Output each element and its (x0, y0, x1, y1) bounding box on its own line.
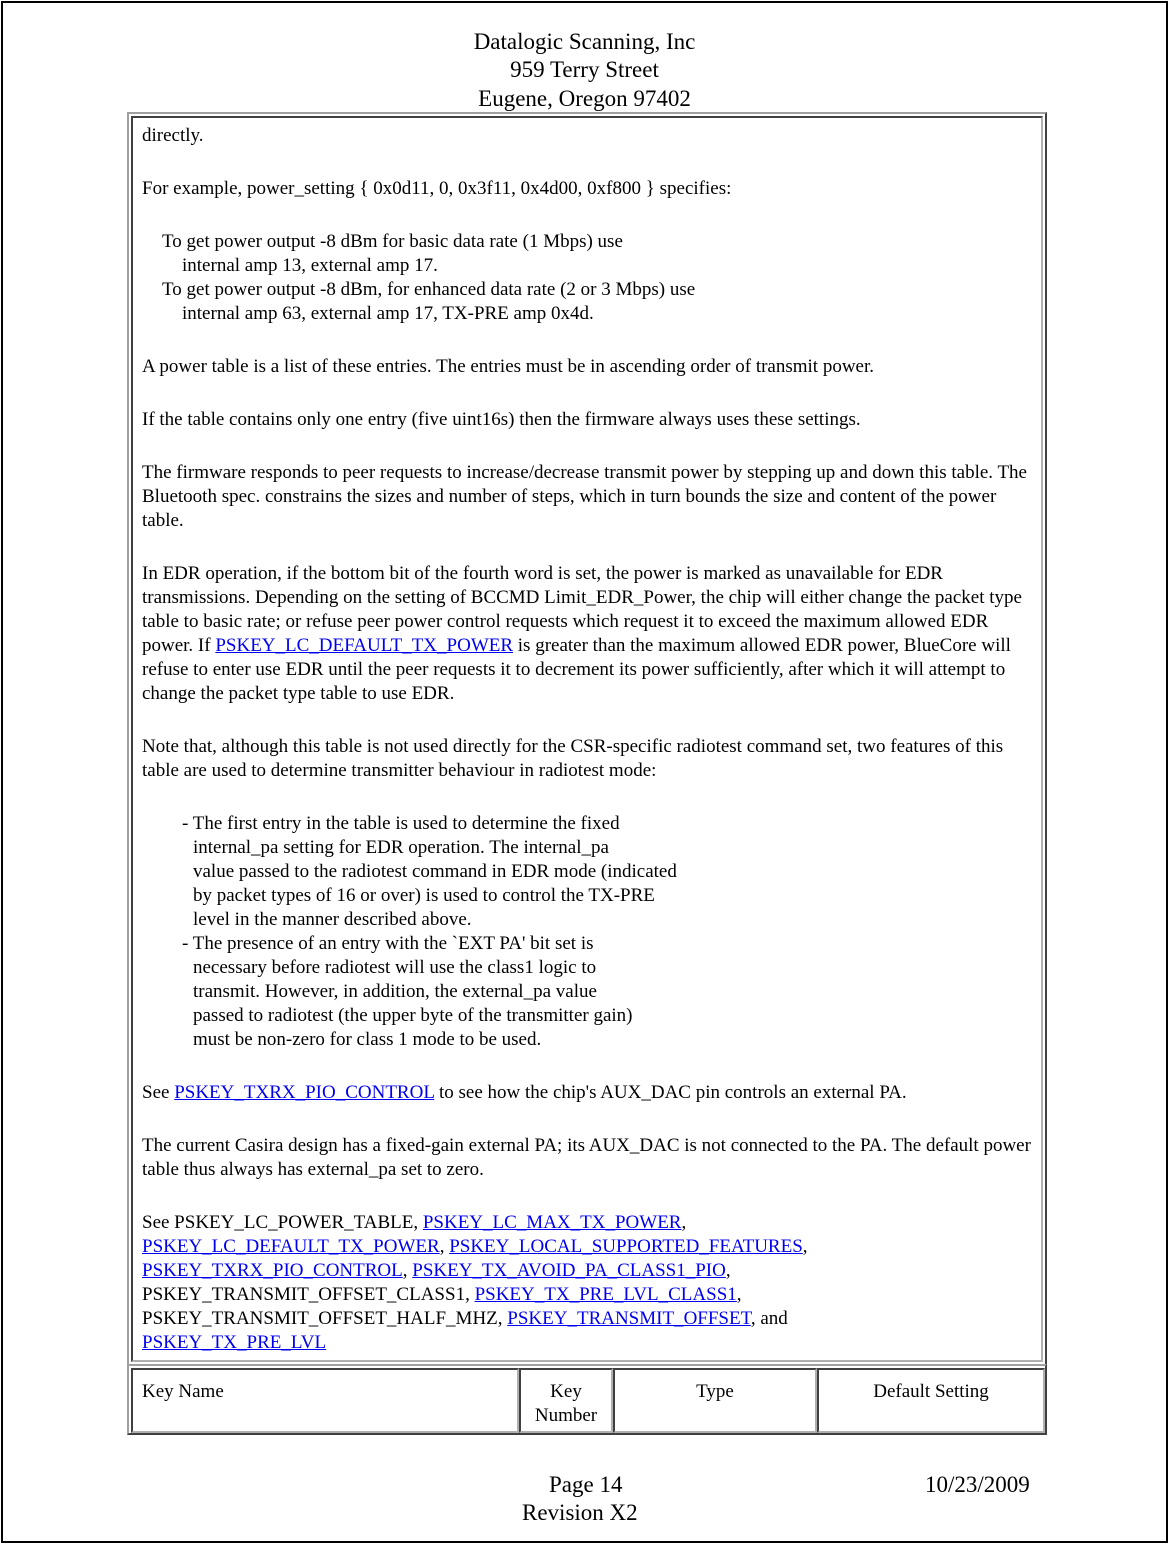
list-item: passed to radiotest (the upper byte of the transmitter gain) (193, 1005, 633, 1026)
example-line: To get power output -8 dBm for basic data rate (1 Mbps) use (162, 231, 623, 252)
para-directly: directly. (142, 125, 204, 146)
example-line: To get power output -8 dBm, for enhanced data rate (2 or 3 Mbps) use (162, 279, 696, 300)
type-header: Type (613, 1368, 817, 1433)
list-item: by packet types of 16 or over) is used to control the TX-PRE (193, 885, 655, 906)
list-item: - The first entry in the table is used to determine the fixed (182, 813, 620, 834)
link-pskey-lc-default-tx-power-2[interactable]: PSKEY_LC_DEFAULT_TX_POWER (142, 1236, 440, 1257)
example-line: internal amp 63, external amp 17, TX-PRE amp 0x4d. (182, 303, 594, 324)
footer-date: 10/23/2009 (925, 1472, 1030, 1497)
para-note: Note that, although this table is not used directly for the CSR-specific radiotest command set, two features of this table are used to determine transmitter behaviour in radiotest mode: (142, 736, 1004, 781)
default-setting-header: Default Setting (817, 1368, 1045, 1433)
list-item: transmit. However, in addition, the external_pa value (193, 981, 597, 1002)
key-name-header: Key Name (131, 1368, 519, 1433)
link-pskey-lc-default-tx-power[interactable]: PSKEY_LC_DEFAULT_TX_POWER (215, 635, 514, 656)
header-street: 959 Terry Street (510, 57, 659, 82)
link-pskey-local-supported-features[interactable]: PSKEY_LOCAL_SUPPORTED_FEATURES (449, 1236, 803, 1257)
list-item: internal_pa setting for EDR operation. The internal_pa (193, 837, 609, 858)
link-pskey-lc-max-tx-power[interactable]: PSKEY_LC_MAX_TX_POWER (422, 1212, 682, 1233)
link-pskey-tx-pre-lvl[interactable]: PSKEY_TX_PRE_LVL (142, 1332, 327, 1353)
header-company: Datalogic Scanning, Inc (473, 29, 696, 54)
document-page (1, 1, 1168, 1543)
para-firmware: The firmware responds to peer requests to increase/decrease transmit power by stepping up and down this table. The Bluetooth spec. constrains the sizes and number of steps, which in turn bounds the size and content of the power table. (142, 462, 1027, 531)
list-item: - The presence of an entry with the `EXT PA' bit set is (182, 933, 594, 954)
para-see-also: See PSKEY_LC_POWER_TABLE, PSKEY_LC_MAX_TX_POWER, PSKEY_LC_DEFAULT_TX_POWER, PSKEY_LOCAL_SUPPORTED_FEATURES, PSKEY_TXRX_PIO_CONTROL, PSKEY_TX_AVOID_PA_CLASS1_PIO, PSKEY_TRANSMIT_OFFSET_CLASS1, PSKEY_TX_PRE_LVL_CLASS1, PSKEY_TRANSMIT_OFFSET_HALF_MHZ, PSKEY_TRANSMIT_OFFSET, and PSKEY_TX_PRE_LVL (142, 1212, 808, 1353)
link-pskey-transmit-offset[interactable]: PSKEY_TRANSMIT_OFFSET (507, 1308, 751, 1329)
header-city: Eugene, Oregon 97402 (478, 86, 691, 111)
link-pskey-tx-avoid-pa-class1-pio[interactable]: PSKEY_TX_AVOID_PA_CLASS1_PIO (412, 1260, 726, 1281)
para-casira: The current Casira design has a fixed-gain external PA; its AUX_DAC is not connected to the PA. The default power table thus always has external_pa set to zero. (142, 1135, 1031, 1180)
para-one-entry: If the table contains only one entry (five uint16s) then the firmware always uses these settings. (142, 409, 861, 430)
list-item: value passed to the radiotest command in EDR mode (indicated (193, 861, 677, 882)
footer-page: Page 14 (549, 1472, 623, 1497)
description-table (127, 112, 1047, 1366)
link-pskey-txrx-pio-control[interactable]: PSKEY_TXRX_PIO_CONTROL (174, 1082, 435, 1103)
example-line: internal amp 13, external amp 17. (182, 255, 438, 276)
para-see-txrx: See PSKEY_TXRX_PIO_CONTROL to see how the chip's AUX_DAC pin controls an external PA. (142, 1082, 907, 1103)
key-number-header: Key Number (519, 1368, 613, 1433)
list-item: level in the manner described above. (193, 909, 472, 930)
para-power-table: A power table is a list of these entries. The entries must be in ascending order of transmit power. (142, 356, 875, 377)
link-pskey-txrx-pio-control-2[interactable]: PSKEY_TXRX_PIO_CONTROL (142, 1260, 403, 1281)
link-pskey-tx-pre-lvl-class1[interactable]: PSKEY_TX_PRE_LVL_CLASS1 (474, 1284, 737, 1305)
list-item: necessary before radiotest will use the class1 logic to (193, 957, 597, 978)
description-cell (131, 116, 1043, 1362)
list-item: must be non-zero for class 1 mode to be used. (193, 1029, 542, 1050)
para-edr: In EDR operation, if the bottom bit of the fourth word is set, the power is marked as unavailable for EDR transmissions. Depending on the setting of BCCMD Limit_EDR_Power, the chip will either change the packet type table to basic rate; or refuse peer power control requests which request it to exceed the maximum allowed EDR power. If PSKEY_LC_DEFAULT_TX_POWER is greater than the maximum allowed EDR power, BlueCore will refuse to enter use EDR until the peer requests it to decrement its power sufficiently, after which it will attempt to change the packet type table to use EDR. (142, 563, 1022, 704)
footer-revision: Revision X2 (522, 1500, 638, 1525)
key-table (127, 1364, 1047, 1435)
para-example: For example, power_setting { 0x0d11, 0, 0x3f11, 0x4d00, 0xf800 } specifies: (142, 178, 732, 199)
